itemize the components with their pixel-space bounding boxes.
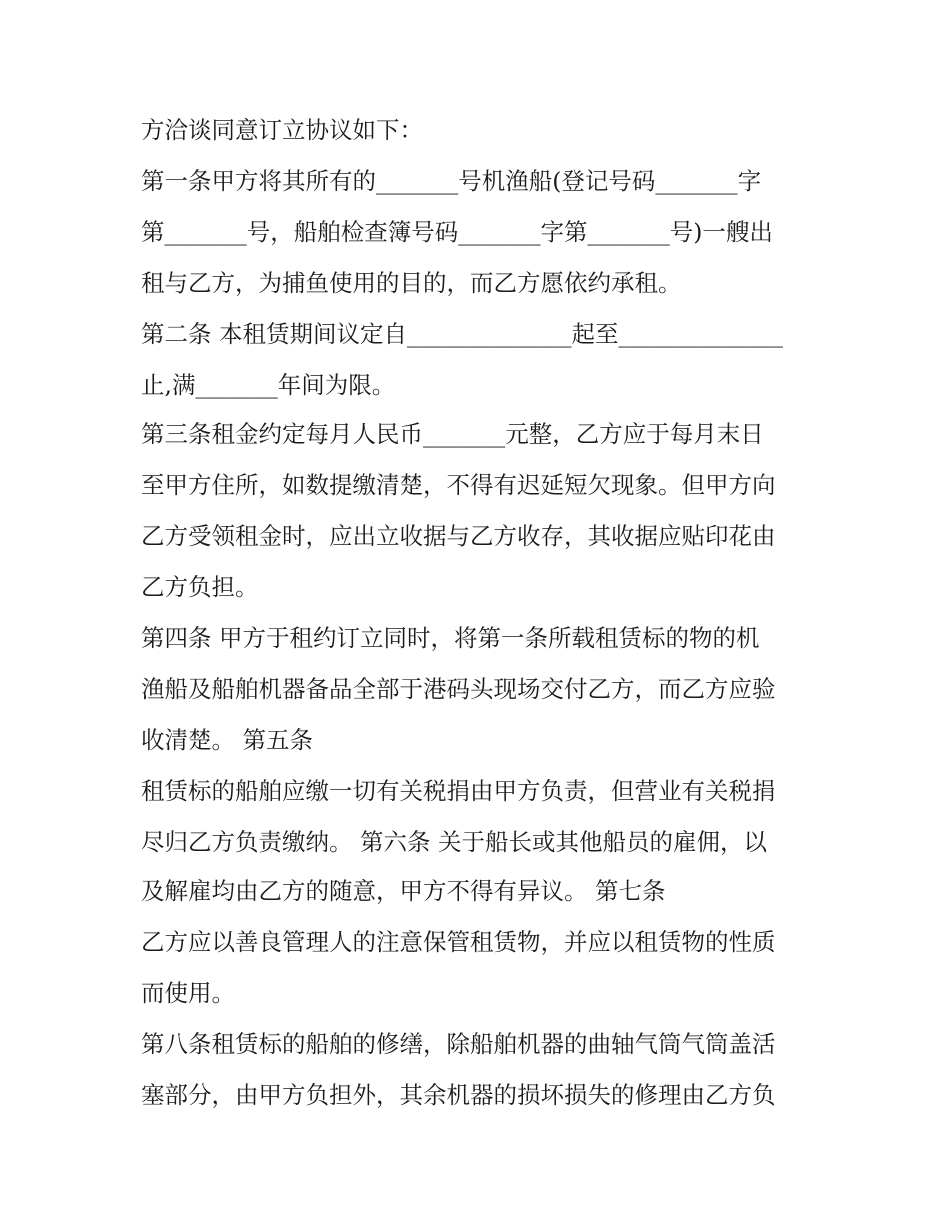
text-line: 第八条租赁标的船舶的修缮，除船舶机器的曲轴气筒气筒盖活 bbox=[141, 1030, 776, 1058]
text-line: 第三条租金约定每月人民币_______元整，乙方应于每月末日 bbox=[141, 420, 764, 448]
text-line: 乙方负担。 bbox=[141, 573, 259, 601]
text-line: 第_______号，船舶检查簿号码_______字第_______号)一艘出 bbox=[141, 218, 773, 246]
text-line: 塞部分，由甲方负担外，其余机器的损坏损失的修理由乙方负 bbox=[141, 1081, 776, 1109]
text-line: 乙方受领租金时，应出立收据与乙方收存，其收据应贴印花由 bbox=[141, 522, 776, 550]
text-line: 至甲方住所，如数提缴清楚，不得有迟延短欠现象。但甲方向 bbox=[141, 471, 776, 499]
text-line: 第四条 甲方于租约订立同时，将第一条所载租赁标的物的机 bbox=[141, 624, 760, 652]
text-line: 租与乙方，为捕鱼使用的目的，而乙方愿依约承租。 bbox=[141, 269, 682, 297]
text-line: 乙方应以善良管理人的注意保管租赁物，并应以租赁物的性质 bbox=[141, 928, 776, 956]
text-line: 渔船及船舶机器备品全部于港码头现场交付乙方，而乙方应验 bbox=[141, 675, 776, 703]
text-line: 尽归乙方负责缴纳。 第六条 关于船长或其他船员的雇佣，以 bbox=[141, 828, 767, 856]
text-line: 第二条 本租赁期间议定自______________起至______________ bbox=[141, 320, 783, 348]
text-line: 租赁标的船舶应缴一切有关税捐由甲方负责，但营业有关税捐 bbox=[141, 777, 776, 805]
text-line: 及解雇均由乙方的随意，甲方不得有异议。 第七条 bbox=[141, 877, 666, 905]
text-line: 止,满_______年间为限。 bbox=[141, 371, 396, 399]
text-line: 第一条甲方将其所有的_______号机渔船(登记号码_______字 bbox=[141, 167, 762, 195]
text-line: 收清楚。 第五条 bbox=[141, 726, 313, 754]
text-line: 方洽谈同意订立协议如下： bbox=[141, 116, 423, 144]
text-line: 而使用。 bbox=[141, 979, 235, 1007]
